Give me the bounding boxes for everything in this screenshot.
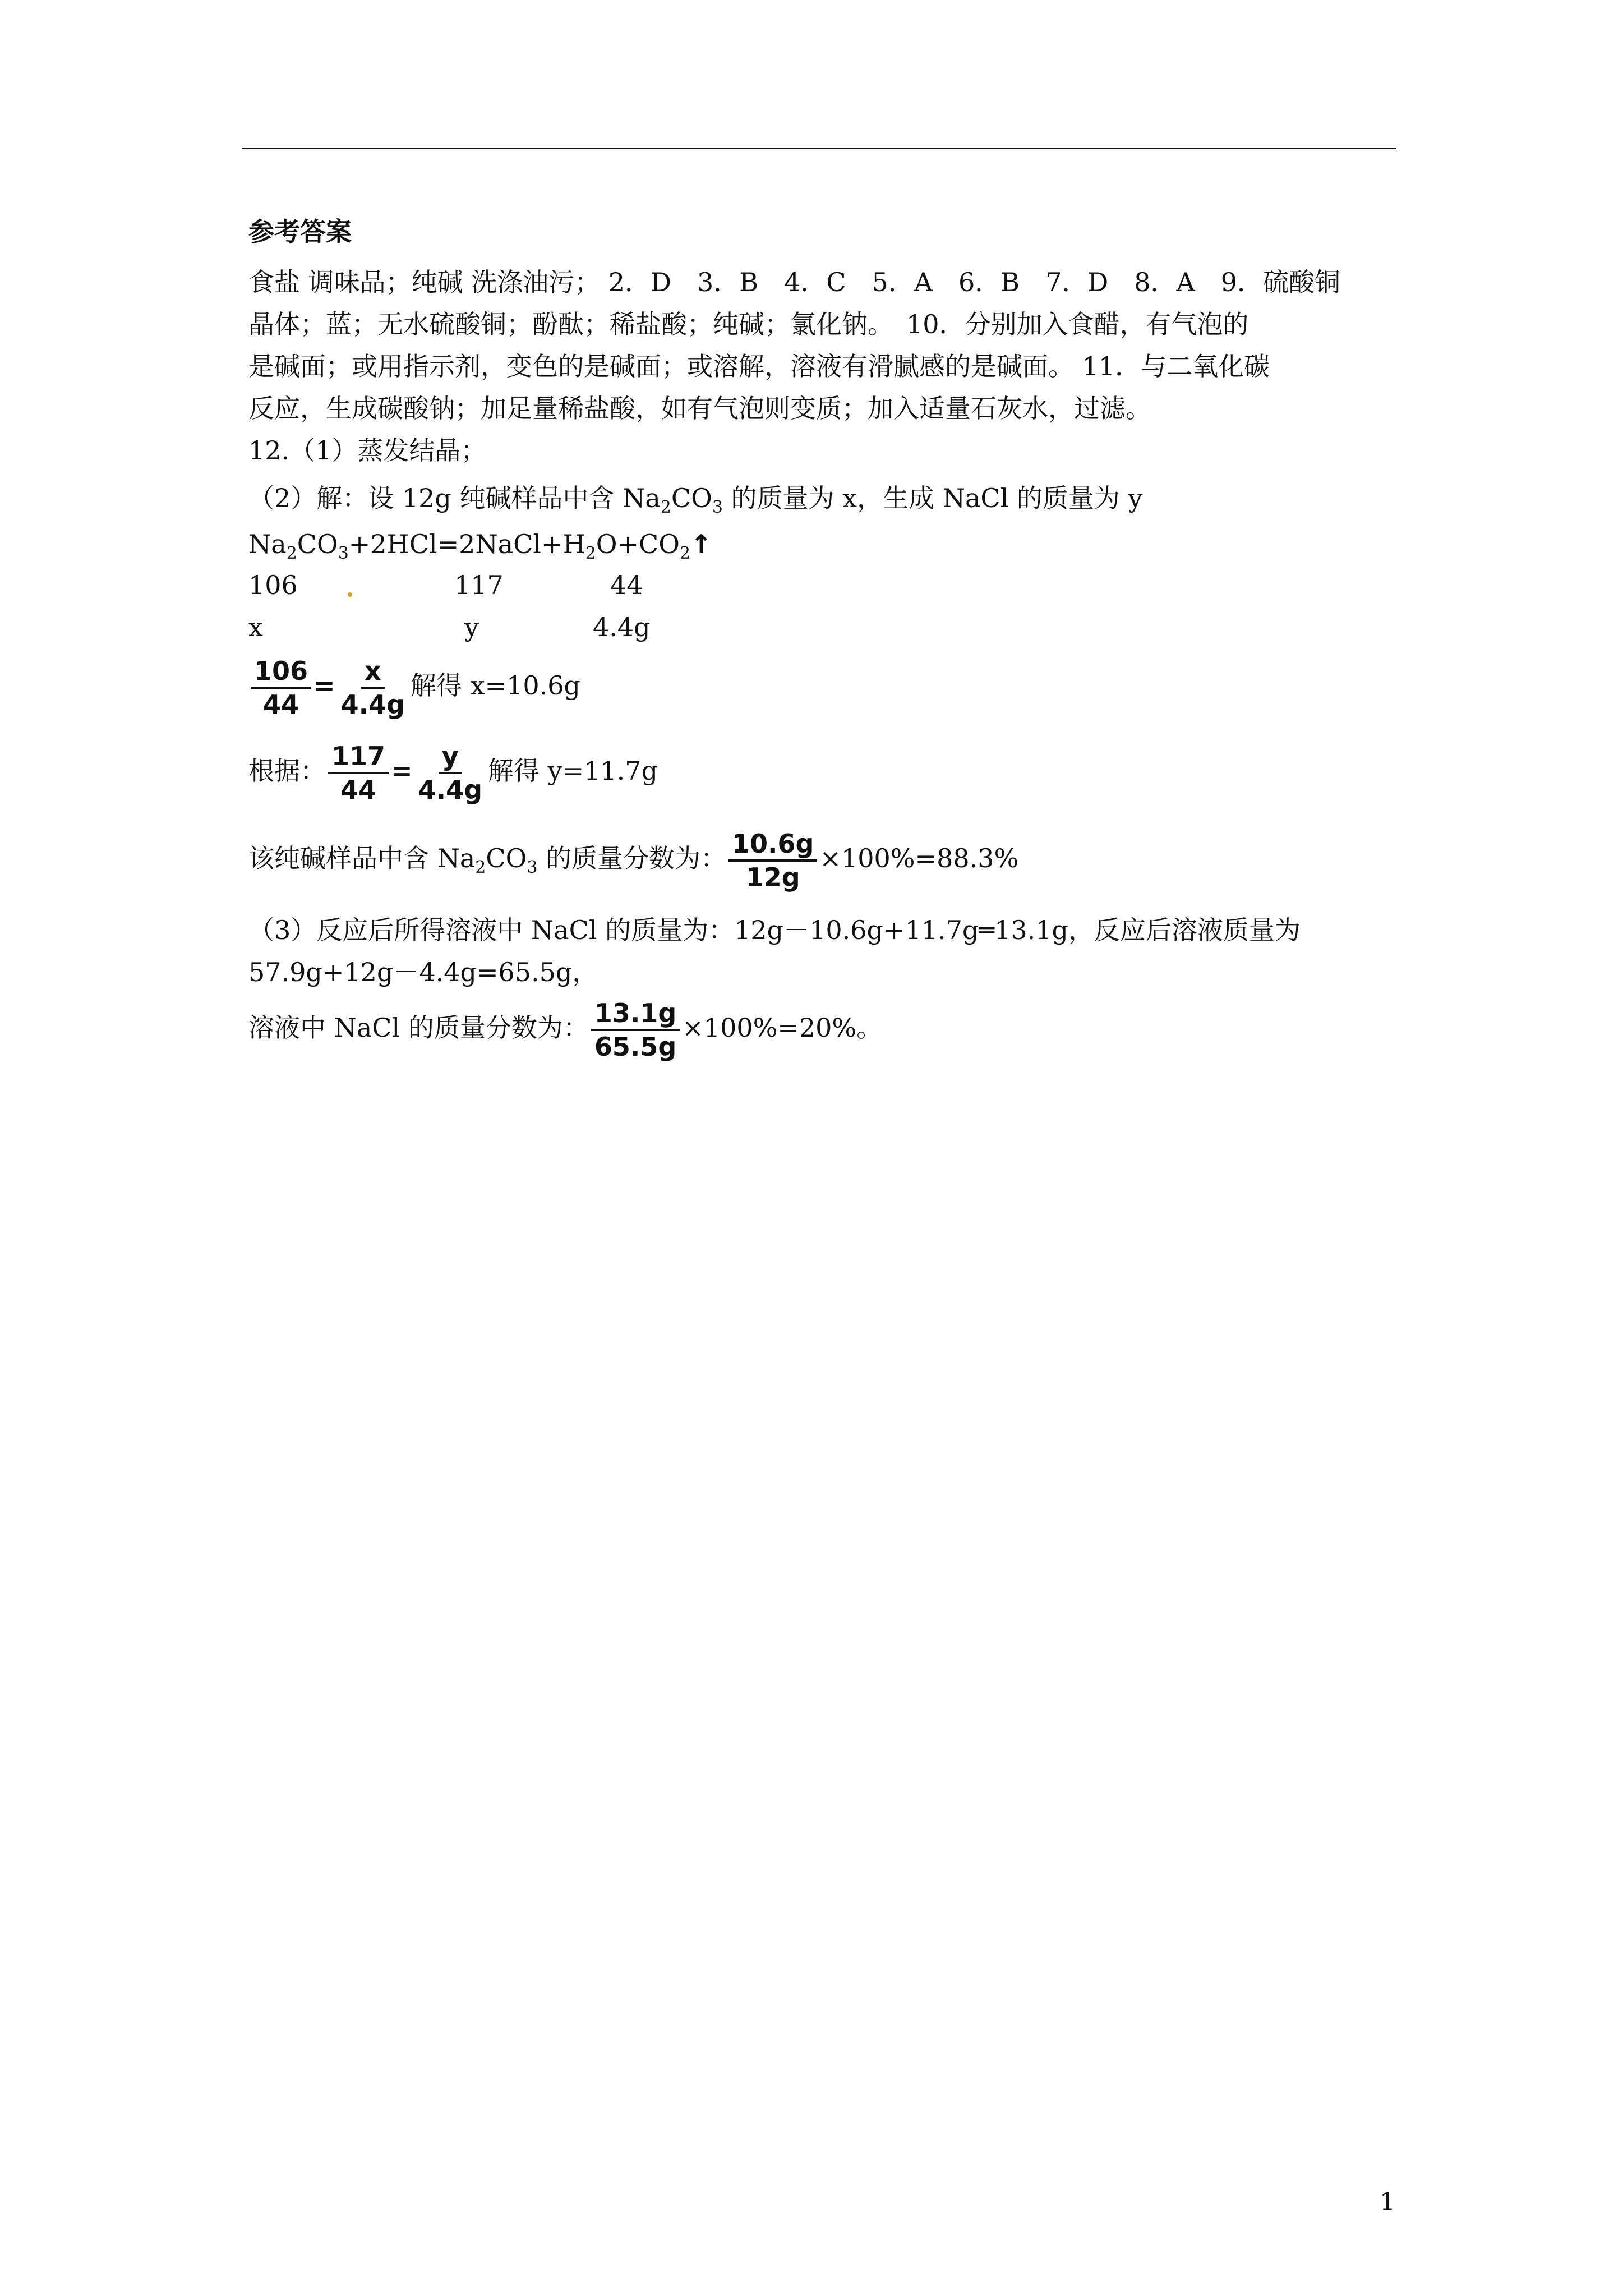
setup-text-a: （2）解：设 12g 纯碱样品中含 Na: [248, 483, 661, 513]
na2co3-prefix-b: CO: [486, 843, 527, 873]
denominator: 4.4g: [340, 689, 405, 720]
ratio-117: 117: [454, 570, 504, 600]
setup-text-b: CO: [671, 483, 712, 513]
fraction-x-4-4g: [338, 655, 408, 720]
nacl-fraction-line: [248, 997, 882, 1062]
denominator: 12g: [745, 862, 800, 892]
setup-text-c: 的质量为 x，生成 NaCl 的质量为 y: [722, 483, 1143, 513]
part3-line-1: （3）反应后所得溶液中 NaCl 的质量为：12g－10.6g+11.7g═13.1g，反应后溶液质量为: [248, 915, 1301, 945]
numerator: x: [361, 655, 385, 689]
solve-y-prefix: 根据：: [248, 756, 326, 786]
subscript: 3: [338, 544, 349, 563]
denominator: 44: [263, 689, 299, 720]
numerator: 10.6g: [728, 828, 817, 862]
solve-x-result: 解得 x=10.6g: [411, 670, 580, 701]
subscript: 2: [660, 498, 671, 517]
answer-line-3: 是碱面；或用指示剂，变色的是碱面；或溶解，溶液有滑腻感的是碱面。 11．与二氧化碳: [248, 351, 1270, 381]
numerator: 13.1g: [591, 997, 680, 1031]
fraction-117-44: [328, 740, 389, 806]
numerator: y: [439, 740, 462, 774]
eq-part: O+CO: [596, 529, 680, 559]
chemical-equation: [248, 527, 712, 561]
ratio-x: x: [248, 612, 263, 642]
gas-arrow-icon: ↑: [690, 529, 712, 559]
page-number: 1: [1380, 2188, 1395, 2216]
subscript: 2: [585, 544, 596, 563]
numerator: 117: [328, 740, 389, 774]
numerator: 106: [251, 655, 311, 689]
fraction-10-6g-12g: [728, 828, 817, 893]
part3-line-2: 57.9g+12g－4.4g=65.5g，: [248, 957, 598, 987]
equals-sign: =: [313, 670, 335, 701]
fraction-y-4-4g: [415, 740, 486, 806]
solve-y-result: 解得 y=11.7g: [488, 756, 658, 786]
denominator: 4.4g: [418, 775, 482, 805]
answer-line-1: 食盐 调味品；纯碱 洗涤油污； 2．D 3．B 4．C 5．A 6．B 7．D 8．A 9．硫酸铜: [248, 267, 1341, 297]
equals-sign: =: [391, 756, 413, 786]
nacl-result: ×100%=20%。: [682, 1013, 883, 1043]
answer-line-2: 晶体；蓝；无水硫酸铜；酚酞；稀盐酸；纯碱；氯化钠。 10．分别加入食醋，有气泡的: [248, 309, 1249, 339]
header-rule: [242, 148, 1396, 149]
fraction-13-1g-65-5g: [591, 997, 680, 1062]
na2co3-fraction-line: [248, 828, 1018, 893]
fraction-106-44: [251, 655, 311, 720]
subscript: 3: [712, 498, 723, 517]
subscript: 2: [286, 544, 297, 563]
ratio-4-4g: 4.4g: [593, 612, 651, 642]
na2co3-prefix-c: 的质量分数为：: [537, 843, 727, 873]
answer-line-4: 反应，生成碳酸钠；加足量稀盐酸，如有气泡则变质；加入适量石灰水，过滤。: [248, 393, 1151, 424]
answer-line-5: 12.（1）蒸发结晶；: [248, 435, 487, 466]
subscript: 2: [475, 858, 486, 877]
ratio-106: 106: [248, 570, 298, 600]
solve-y-line: [248, 740, 658, 806]
stray-mark: [348, 592, 352, 597]
ratio-y: y: [464, 612, 479, 642]
subscript: 2: [679, 544, 691, 563]
section-heading: 参考答案: [248, 217, 352, 247]
eq-part: CO: [297, 529, 338, 559]
ratio-44: 44: [610, 570, 643, 600]
nacl-prefix: 溶液中 NaCl 的质量分数为：: [248, 1013, 589, 1043]
eq-part: +2HCl=2NaCl+H: [348, 529, 585, 559]
denominator: 44: [340, 775, 377, 805]
eq-part: Na: [248, 529, 287, 559]
solve-x-line: [248, 655, 580, 720]
denominator: 65.5g: [594, 1032, 677, 1062]
na2co3-result: ×100%=88.3%: [819, 843, 1019, 873]
solution-setup-line: [248, 481, 1143, 515]
subscript: 3: [527, 858, 538, 877]
na2co3-prefix-a: 该纯碱样品中含 Na: [248, 843, 476, 873]
